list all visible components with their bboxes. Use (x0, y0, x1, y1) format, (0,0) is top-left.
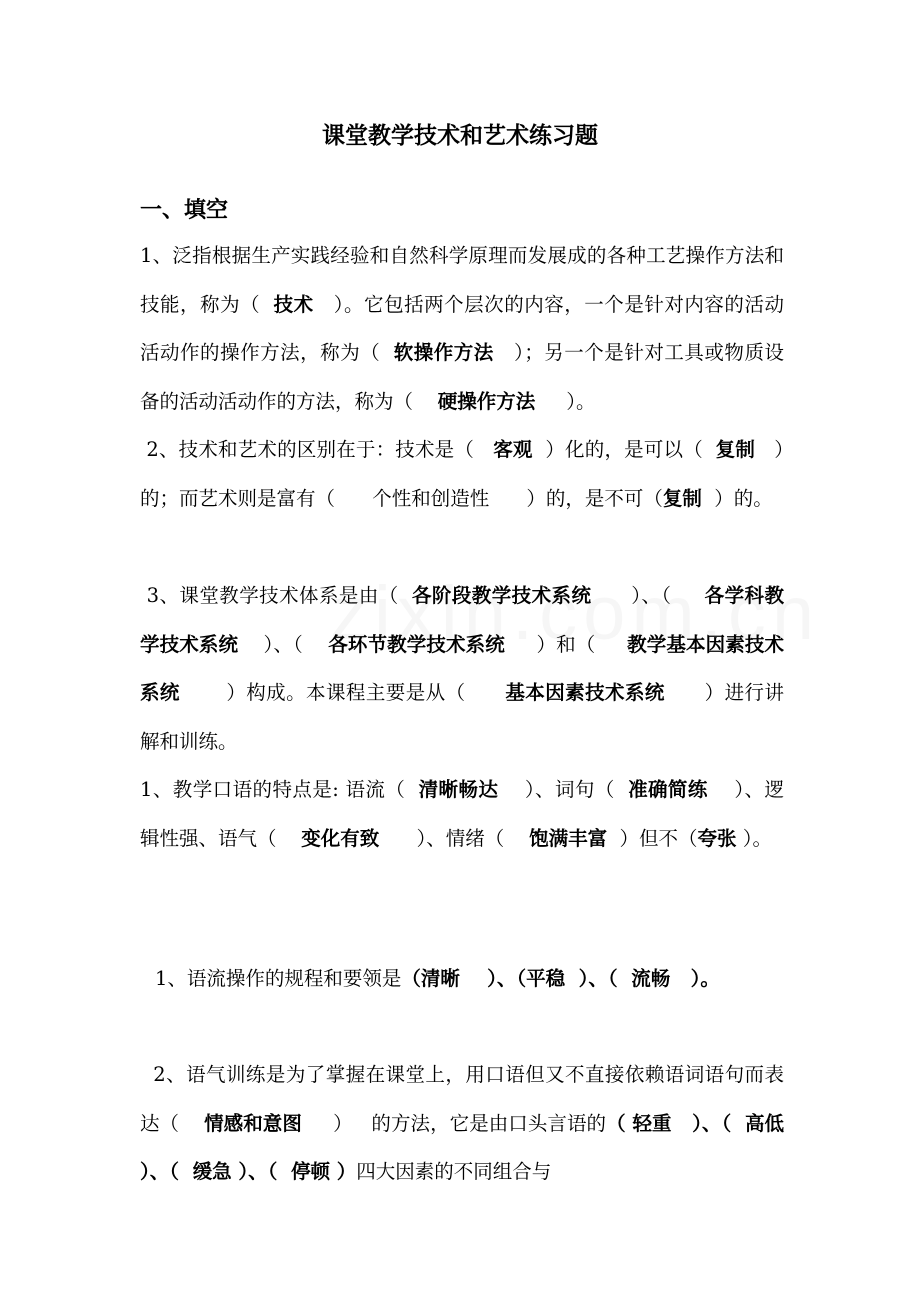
answer-text: 复制 (715, 438, 756, 461)
answer-text: 基本因素技术系统 (505, 681, 665, 704)
question-paragraph (140, 232, 784, 426)
answer-text: 技术 (273, 292, 314, 316)
question-text: ）、逻辑性强、语气（ (140, 778, 784, 850)
answer-text: 清晰畅达 (418, 778, 499, 801)
question-text: ） 的方法，它是由口头言语的 (301, 1111, 607, 1135)
question-text: 2、语气训练是为了掌握在课堂上，用口语但又不直接依赖语词语句而表达（ (140, 1063, 784, 1135)
question-text: ）、（ (591, 584, 705, 607)
question-text: ）；另一个是针对工具或物质设备的活动活动作的方法，称为（ (140, 341, 784, 413)
answer-text: 夸张 (697, 826, 737, 850)
question-paragraph (140, 572, 784, 766)
question-text: ）。 (736, 826, 772, 850)
answer-text: 变化有致 (301, 826, 380, 850)
document-title: 课堂教学技术和艺术练习题 (322, 122, 598, 149)
question-text: ）、情绪（ (379, 826, 530, 850)
answer-text: 教学基本因素技术系统 (140, 632, 784, 704)
question-text: 四大因素的不同组合与 (356, 1160, 552, 1183)
question-text: ）。它包括两个层次的内容，一个是针对内容的活动活动作的操作方法，称为（ (140, 292, 784, 364)
question-text: 1、语流操作的规程和要领是 (155, 967, 402, 990)
answer-text: 复制 (662, 486, 702, 510)
answer-text: 客观 (493, 438, 533, 461)
answer-text: （清晰 ）、（平稳 ）、（ 流畅 ）。 (401, 967, 720, 990)
question-text: ）进行讲解和训练。 (140, 681, 784, 753)
question-text: 1、泛指根据生产实践经验和自然科学原理而发展成的各种工艺操作方法和技能，称为（ (140, 244, 784, 316)
question-text: ）的；而艺术则是富有（ 个性和创造性 ）的，是不可（ (140, 438, 784, 510)
answer-text: 情感和意图 (204, 1111, 302, 1135)
answer-text: 软操作方法 (393, 341, 494, 364)
question-paragraph (140, 426, 784, 523)
question-text: ）但不（ (607, 826, 698, 850)
question-text: ）。 (535, 389, 596, 413)
answer-text: 各环节教学技术系统 (328, 632, 505, 656)
question-text: ）构成。本课程主要是从（ (179, 681, 506, 704)
question-text: ）、（ (238, 632, 329, 656)
question-paragraph (140, 766, 784, 863)
question-text: ）的。 (701, 486, 773, 510)
answer-text: 饱满丰富 (529, 826, 608, 850)
answer-text: 各学科教学技术系统 (140, 584, 784, 656)
answer-text: （ 轻重 ）、（ 高低 ）、（ 缓急 ）、（ 停顿 ） (140, 1111, 791, 1183)
question-text: 1、教学口语的特点是: 语流（ (140, 778, 419, 801)
question-text: ）、词句（ (498, 778, 629, 801)
section-heading: 一、填空 (140, 197, 229, 223)
question-text: ）化的，是可以（ (532, 438, 716, 461)
question-text: 2、技术和艺术的区别在于：技术是（ (140, 438, 494, 461)
question-text: 3、课堂教学技术体系是由（ (140, 584, 412, 607)
question-text: ）和（ (504, 632, 628, 656)
question-paragraph (140, 1051, 791, 1197)
answer-text: 准确简练 (628, 778, 708, 801)
answer-text: 硬操作方法 (437, 389, 536, 413)
question-paragraph (155, 955, 785, 1004)
answer-text: 各阶段教学技术系统 (411, 584, 592, 607)
